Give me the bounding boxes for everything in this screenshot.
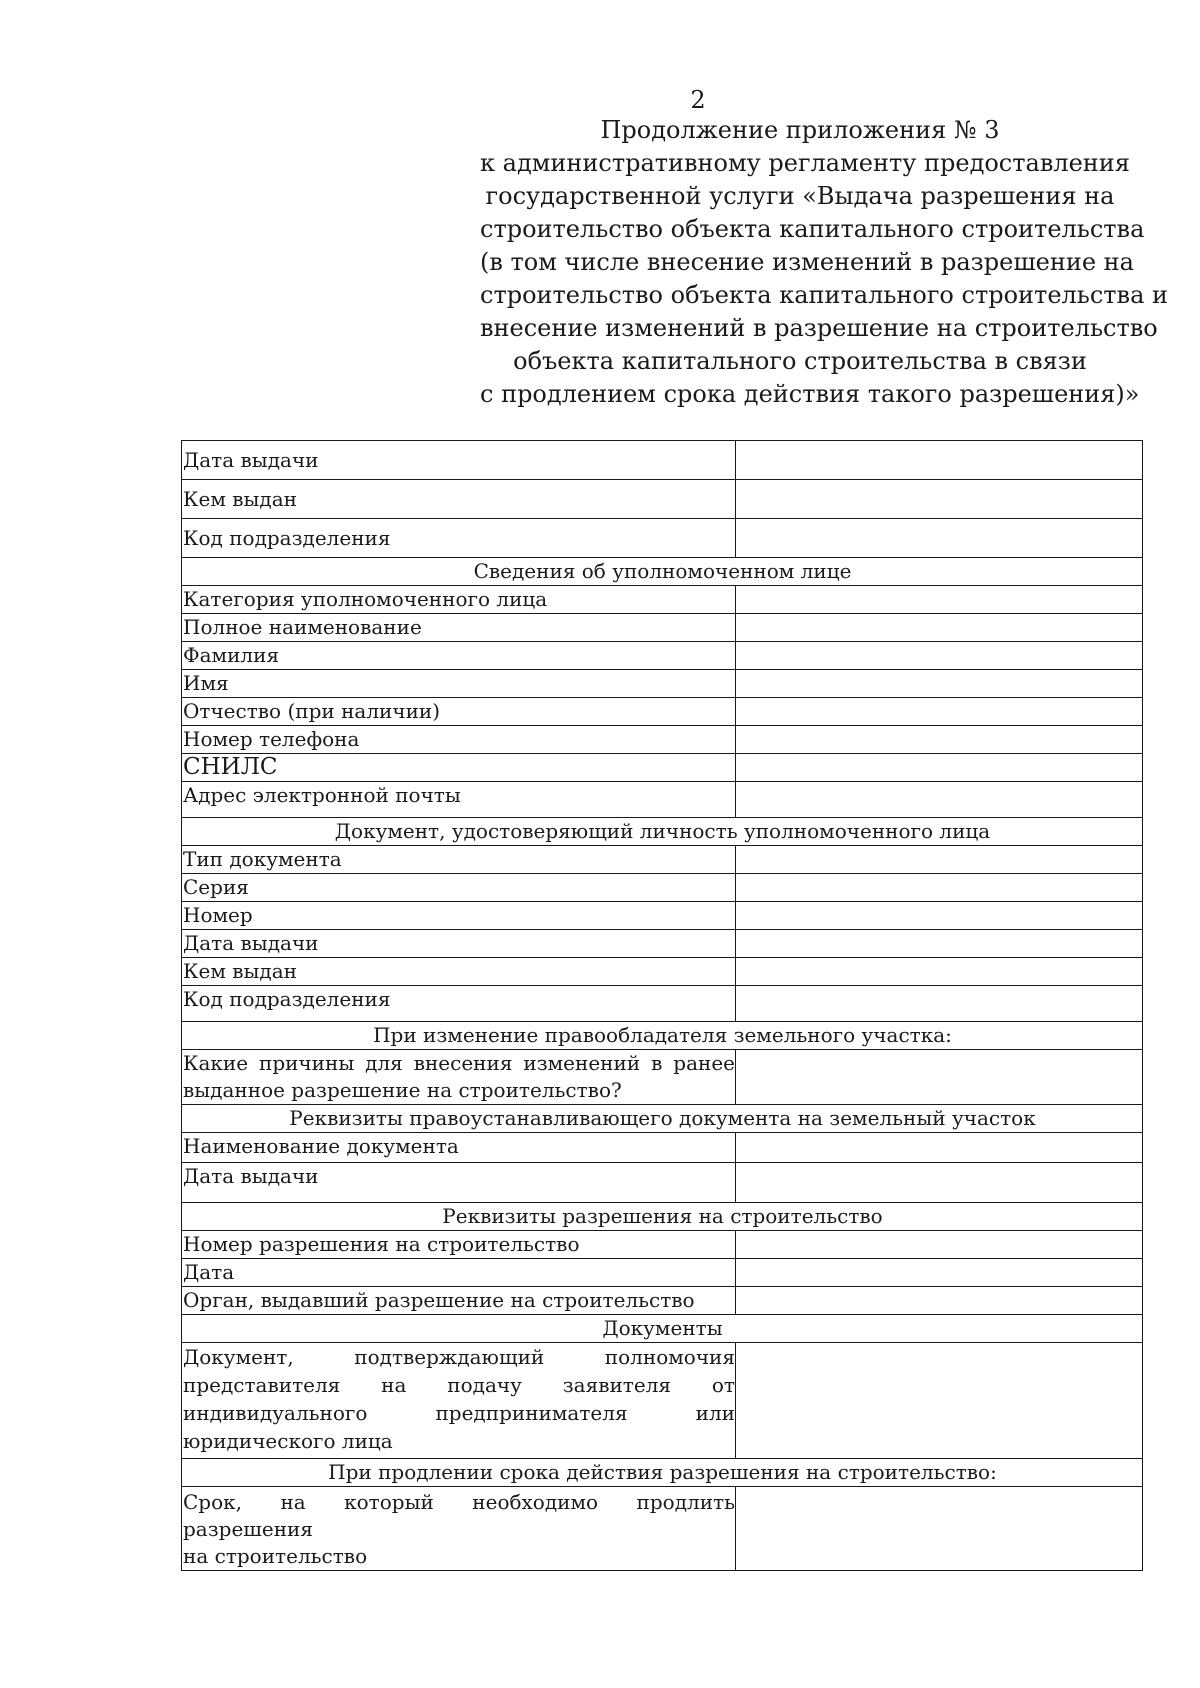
form-row <box>182 902 1143 930</box>
value-cell[interactable] <box>736 1231 1143 1259</box>
row-label: Дата выдачи <box>182 441 736 480</box>
row-label: Адрес электронной почты <box>182 782 736 818</box>
row-label: Номер разрешения на строительство <box>182 1231 736 1259</box>
form-row <box>182 1050 1143 1105</box>
extension-line: Срок, на который необходимо продлить разрешения <box>183 1490 735 1541</box>
appendix-header <box>480 114 1168 411</box>
value-cell[interactable] <box>736 519 1143 558</box>
form-row <box>182 874 1143 902</box>
form-row <box>182 1259 1143 1287</box>
section-header-row <box>182 558 1143 586</box>
row-label: Кем выдан <box>182 480 736 519</box>
form-row <box>182 986 1143 1022</box>
value-cell[interactable] <box>736 698 1143 726</box>
row-label: Номер телефона <box>182 726 736 754</box>
row-label: Серия <box>182 874 736 902</box>
form-row <box>182 1343 1143 1459</box>
form-row <box>182 698 1143 726</box>
header-line: внесение изменений в разрешение на строительство <box>480 314 1158 342</box>
value-cell[interactable] <box>736 930 1143 958</box>
row-label: Дата выдачи <box>182 930 736 958</box>
section-title: Документ, удостоверяющий личность уполномоченного лица <box>182 818 1143 846</box>
form-row <box>182 1231 1143 1259</box>
row-label: Код подразделения <box>182 986 736 1022</box>
row-label <box>182 1343 736 1459</box>
form-row <box>182 642 1143 670</box>
value-cell[interactable] <box>736 1487 1143 1571</box>
header-line: (в том числе внесение изменений в разрешение на <box>480 248 1134 276</box>
row-label <box>182 1487 736 1571</box>
section-header-row <box>182 1022 1143 1050</box>
row-label: Дата выдачи <box>182 1163 736 1203</box>
section-title: При продлении срока действия разрешения на строительство: <box>182 1459 1143 1487</box>
row-label: Кем выдан <box>182 958 736 986</box>
form-row <box>182 1287 1143 1315</box>
row-label: Имя <box>182 670 736 698</box>
row-label: Тип документа <box>182 846 736 874</box>
header-line: государственной услуги «Выдача разрешения на <box>485 182 1115 210</box>
value-cell[interactable] <box>736 958 1143 986</box>
value-cell[interactable] <box>736 1163 1143 1203</box>
form-row <box>182 480 1143 519</box>
page-number: 2 <box>690 86 706 114</box>
section-title: Реквизиты разрешения на строительство <box>182 1203 1143 1231</box>
header-line: строительство объекта капитального строительства и <box>480 281 1168 309</box>
value-cell[interactable] <box>736 480 1143 519</box>
section-header-row <box>182 818 1143 846</box>
value-cell[interactable] <box>736 670 1143 698</box>
extension-line: на строительство <box>183 1544 368 1568</box>
documents-line: индивидуального предпринимателя или <box>183 1401 735 1425</box>
form-row <box>182 441 1143 480</box>
row-label: Номер <box>182 902 736 930</box>
header-line: к административному регламенту предоставления <box>480 149 1130 177</box>
value-cell[interactable] <box>736 441 1143 480</box>
section-title: Сведения об уполномоченном лице <box>182 558 1143 586</box>
value-cell[interactable] <box>736 782 1143 818</box>
section-header-row <box>182 1105 1143 1133</box>
value-cell[interactable] <box>736 586 1143 614</box>
form-row <box>182 1487 1143 1571</box>
value-cell[interactable] <box>736 846 1143 874</box>
header-line: строительство объекта капитального строительства <box>480 215 1145 243</box>
form-row <box>182 930 1143 958</box>
form-row <box>182 519 1143 558</box>
documents-line: представителя на подачу заявителя от <box>183 1373 735 1397</box>
value-cell[interactable] <box>736 754 1143 782</box>
value-cell[interactable] <box>736 874 1143 902</box>
header-line: объекта капитального строительства в связи <box>513 347 1087 375</box>
form-row <box>182 1133 1143 1163</box>
form-row <box>182 754 1143 782</box>
form-row <box>182 726 1143 754</box>
value-cell[interactable] <box>736 1133 1143 1163</box>
documents-line: Документ, подтверждающий полномочия <box>183 1345 735 1369</box>
row-label: Фамилия <box>182 642 736 670</box>
form-row <box>182 586 1143 614</box>
row-label: Наименование документа <box>182 1133 736 1163</box>
row-label: СНИЛС <box>182 754 736 782</box>
form-row <box>182 614 1143 642</box>
header-line: с продлением срока действия такого разрешения)» <box>480 380 1140 408</box>
form-row <box>182 670 1143 698</box>
value-cell[interactable] <box>736 642 1143 670</box>
value-cell[interactable] <box>736 986 1143 1022</box>
header-line: Продолжение приложения № 3 <box>600 116 1000 144</box>
value-cell[interactable] <box>736 1287 1143 1315</box>
value-cell[interactable] <box>736 1259 1143 1287</box>
row-label: Категория уполномоченного лица <box>182 586 736 614</box>
section-title: При изменение правообладателя земельного участка: <box>182 1022 1143 1050</box>
form-row <box>182 958 1143 986</box>
value-cell[interactable] <box>736 902 1143 930</box>
value-cell[interactable] <box>736 1050 1143 1105</box>
section-header-row <box>182 1315 1143 1343</box>
application-form-table <box>181 440 1143 1571</box>
section-title: Документы <box>182 1315 1143 1343</box>
section-header-row <box>182 1203 1143 1231</box>
question-line: выданное разрешение на строительство? <box>183 1078 622 1102</box>
value-cell[interactable] <box>736 726 1143 754</box>
question-line: Какие причины для внесения изменений в ранее <box>183 1051 735 1075</box>
value-cell[interactable] <box>736 614 1143 642</box>
section-header-row <box>182 1459 1143 1487</box>
row-label: Орган, выдавший разрешение на строительство <box>182 1287 736 1315</box>
row-label: Код подразделения <box>182 519 736 558</box>
row-label: Полное наименование <box>182 614 736 642</box>
documents-line: юридического лица <box>183 1429 393 1453</box>
row-label <box>182 1050 736 1105</box>
row-label: Дата <box>182 1259 736 1287</box>
section-title: Реквизиты правоустанавливающего документа на земельный участок <box>182 1105 1143 1133</box>
value-cell[interactable] <box>736 1343 1143 1459</box>
form-row <box>182 846 1143 874</box>
form-row <box>182 782 1143 818</box>
form-row <box>182 1163 1143 1203</box>
row-label: Отчество (при наличии) <box>182 698 736 726</box>
